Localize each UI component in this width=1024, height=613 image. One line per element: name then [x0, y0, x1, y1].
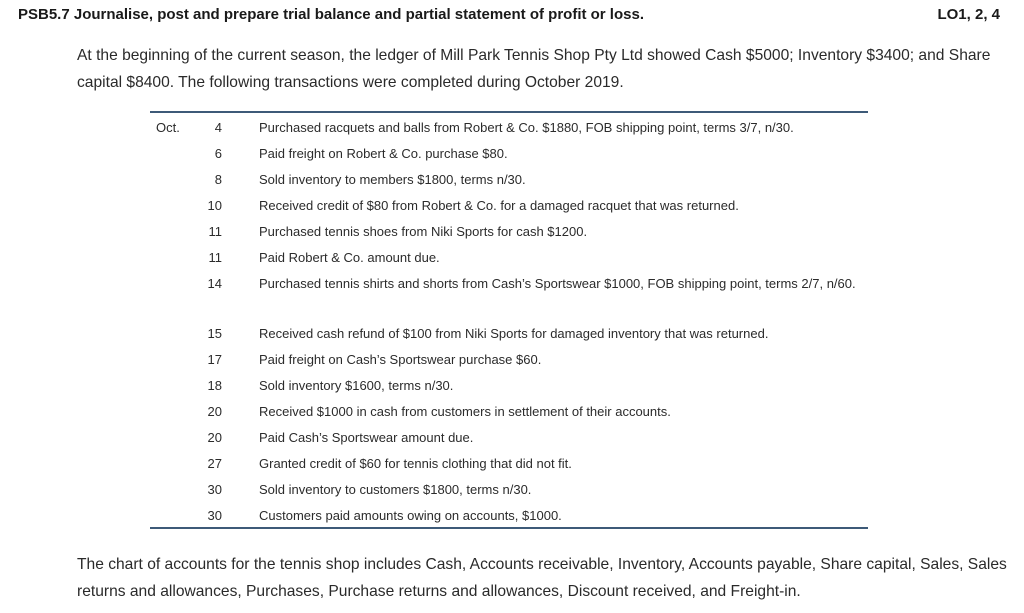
- transaction-description: Sold inventory $1600, terms n/30.: [259, 378, 454, 393]
- transaction-day: 4: [214, 120, 222, 135]
- transaction-day: 17: [207, 352, 222, 367]
- transaction-description: Customers paid amounts owing on accounts, $1000.: [259, 508, 562, 523]
- transaction-description: Paid freight on Cash’s Sportswear purchase $60.: [259, 352, 542, 367]
- transaction-day: 11: [208, 250, 222, 265]
- transaction-day: 11: [208, 224, 222, 239]
- problem-header: [18, 6, 1000, 28]
- transaction-day: 18: [207, 378, 222, 393]
- intro-paragraph: At the beginning of the current season, the ledger of Mill Park Tennis Shop Pty Ltd showed Cash $5000; Inventory $3400; and Share capital $8400. The following transactions were completed during October 2019.: [77, 47, 991, 91]
- transaction-day: 8: [214, 172, 222, 187]
- transaction-description: Paid Cash’s Sportswear amount due.: [259, 430, 474, 445]
- transaction-day: 15: [207, 326, 222, 341]
- transaction-day: 10: [207, 198, 222, 213]
- transaction-description: Received credit of $80 from Robert & Co. for a damaged racquet that was returned.: [259, 198, 739, 213]
- transaction-description: Paid Robert & Co. amount due.: [259, 250, 440, 265]
- month-label: Oct.: [156, 120, 180, 135]
- learning-outcomes: LO1, 2, 4: [937, 6, 1000, 23]
- chart-of-accounts-paragraph: The chart of accounts for the tennis shop includes Cash, Accounts receivable, Inventory, Accounts payable, Share capital, Sales, Sales returns and allowances, Purchases, Purchase returns and allowances, Discount received, and Freight-in.: [77, 556, 1007, 600]
- problem-title: PSB5.7 Journalise, post and prepare trial balance and partial statement of profit or loss.: [18, 6, 644, 23]
- transaction-day: 27: [207, 456, 222, 471]
- transaction-description: Purchased tennis shirts and shorts from Cash’s Sportswear $1000, FOB shipping point, terms 2/7, n/60.: [259, 276, 856, 291]
- transaction-day: 30: [207, 482, 222, 497]
- transaction-description: Granted credit of $60 for tennis clothing that did not fit.: [259, 456, 572, 471]
- transaction-day: 20: [207, 404, 222, 419]
- transaction-description: Received $1000 in cash from customers in settlement of their accounts.: [259, 404, 671, 419]
- transaction-day: 30: [207, 508, 222, 523]
- transaction-description: Sold inventory to customers $1800, terms n/30.: [259, 482, 532, 497]
- transactions-table: [150, 111, 868, 529]
- transaction-day: 20: [207, 430, 222, 445]
- transaction-description: Purchased racquets and balls from Robert & Co. $1880, FOB shipping point, terms 3/7, n/30.: [259, 120, 794, 135]
- transaction-description: Purchased tennis shoes from Niki Sports for cash $1200.: [259, 224, 588, 239]
- transaction-description: Received cash refund of $100 from Niki Sports for damaged inventory that was returned.: [259, 326, 769, 341]
- transaction-day: 14: [207, 276, 222, 291]
- transaction-description: Sold inventory to members $1800, terms n/30.: [259, 172, 526, 187]
- transaction-description: Paid freight on Robert & Co. purchase $80.: [259, 146, 508, 161]
- transaction-day: 6: [214, 146, 222, 161]
